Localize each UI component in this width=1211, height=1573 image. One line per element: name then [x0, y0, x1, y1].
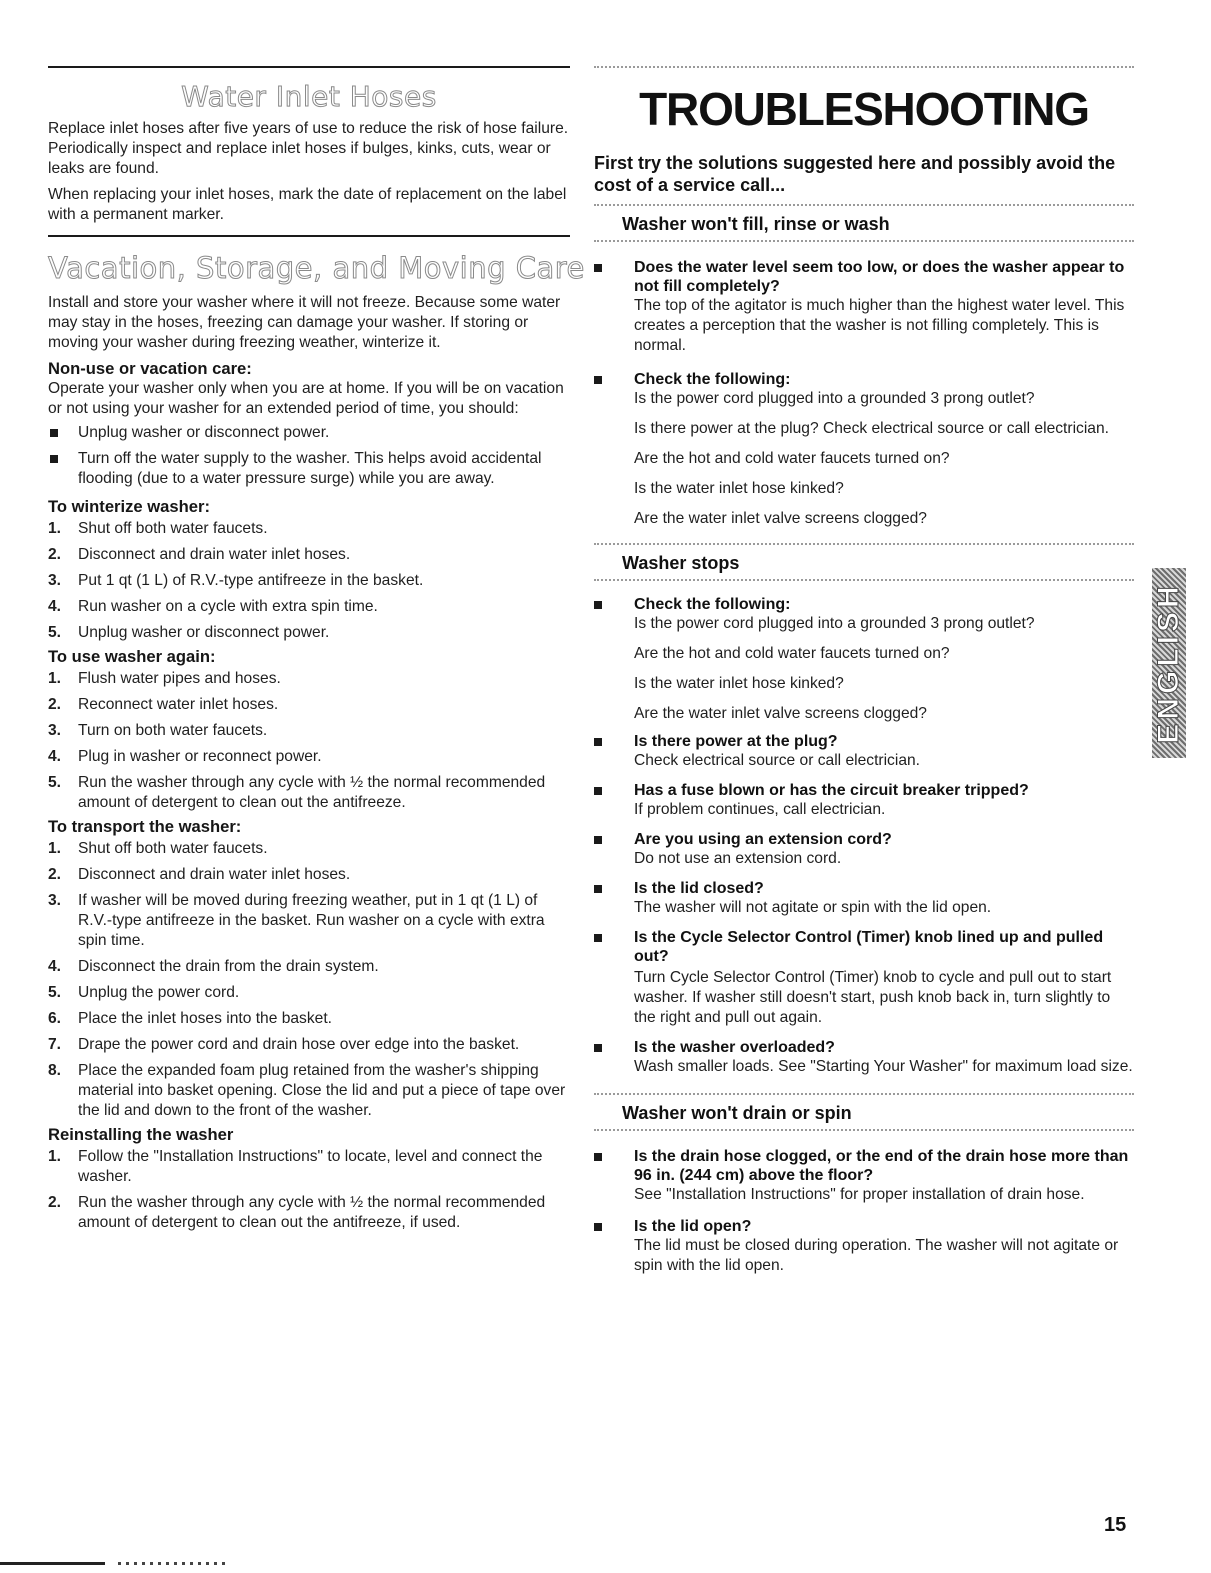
list-item: 8. Place the expanded foam plug retained from the washer's shipping material into basket opening. Close the lid and put a piece of tape over the lid and down to the front of the washer. — [48, 1061, 566, 1119]
list-item: 3. Turn on both water faucets. — [48, 721, 268, 739]
list-item: 5. Run the washer through any cycle with ½ the normal recommended amount of detergent to clean out the antifreeze. — [48, 773, 546, 811]
section-heading-wont-fill: Washer won't fill, rinse or wash — [622, 214, 890, 234]
list-item: 4. Disconnect the drain from the drain system. — [48, 957, 379, 975]
footer-dots — [118, 1562, 230, 1565]
page-title: TROUBLESHOOTING — [639, 83, 1089, 135]
reinstall-heading: Reinstalling the washer — [48, 1124, 234, 1144]
list-item: 1. Follow the "Installation Instructions" to locate, level and connect the washer. — [48, 1147, 543, 1185]
right-column — [594, 0, 1134, 1276]
bullet-icon — [594, 1153, 602, 1161]
list-item: 2. Run the washer through any cycle with ½ the normal recommended amount of detergent to clean out the antifreeze, if used. — [48, 1193, 546, 1231]
section-rule — [48, 66, 570, 68]
troubleshoot-item: Is the Cycle Selector Control (Timer) knob lined up and pulled out? Turn Cycle Selector Control (Timer) knob to cycle and pull out to start washer. If washer still doesn't start, push knob back in, turn slightly to the right and pull out again. — [594, 928, 1134, 1028]
use-again-steps — [48, 669, 570, 813]
nonuse-heading: Non-use or vacation care: — [48, 358, 252, 378]
list-item: 1. Shut off both water faucets. — [48, 839, 268, 857]
troubleshoot-item: Is the washer overloaded? Wash smaller loads. See "Starting Your Washer" for maximum load size. — [594, 1038, 1134, 1077]
use-again-heading: To use washer again: — [48, 646, 216, 666]
troubleshoot-item: Is the lid open? The lid must be closed during operation. The washer will not agitate or spin with the lid open. — [594, 1217, 1134, 1276]
troubleshoot-item: Does the water level seem too low, or does the washer appear to not fill completely? The top of the agitator is much higher than the highest water level. This creates a perception that the washer is not filling completely. This is normal. — [594, 258, 1134, 356]
dotted-rule — [594, 1129, 1134, 1131]
troubleshoot-item: Is the drain hose clogged, or the end of the drain hose more than 96 in. (244 cm) above the floor? See "Installation Instructions" for proper installation of drain hose. — [594, 1147, 1134, 1205]
bullet-icon — [50, 455, 58, 463]
transport-heading: To transport the washer: — [48, 816, 242, 836]
bullet-icon — [594, 1044, 602, 1052]
troubleshoot-item: Is there power at the plug? Check electrical source or call electrician. — [594, 732, 1134, 771]
troubleshoot-item: Has a fuse blown or has the circuit breaker tripped? If problem continues, call electrician. — [594, 781, 1134, 820]
dotted-rule — [594, 579, 1134, 581]
section-rule — [48, 235, 570, 237]
page-number: 15 — [1104, 1514, 1127, 1536]
list-item: 1. Shut off both water faucets. — [48, 519, 268, 537]
winterize-steps — [48, 519, 570, 643]
bullet-icon — [594, 787, 602, 795]
list-item: 5. Unplug the power cord. — [48, 983, 240, 1001]
winterize-heading: To winterize washer: — [48, 496, 210, 516]
troubleshoot-item: Are you using an extension cord? Do not use an extension cord. — [594, 830, 1134, 869]
list-item: 2. Disconnect and drain water inlet hoses. — [48, 865, 351, 883]
bullet-icon — [50, 429, 58, 437]
footer-bar — [0, 1562, 105, 1565]
troubleshoot-item: Check the following: Is the power cord plugged into a grounded 3 prong outlet? Are the hot and cold water faucets turned on? Is the water inlet hose kinked? Are the water inlet valve screens clogged? — [594, 595, 1134, 724]
list-item: 7. Drape the power cord and drain hose over edge into the basket. — [48, 1035, 520, 1053]
list-item: 6. Place the inlet hoses into the basket. — [48, 1009, 332, 1027]
language-side-label: ENGLISH — [1152, 582, 1185, 744]
list-item: 2. Reconnect water inlet hoses. — [48, 695, 279, 713]
nonuse-text: Operate your washer only when you are at home. If you will be on vacation or not using your washer for an extended period of time, you should: — [48, 379, 564, 417]
list-item: 1. Flush water pipes and hoses. — [48, 669, 281, 687]
section-heading-washer-stops: Washer stops — [622, 553, 740, 573]
bullet-icon — [594, 836, 602, 844]
bullet-icon — [594, 376, 602, 384]
dotted-rule — [594, 240, 1134, 242]
dotted-rule — [594, 204, 1134, 206]
bullet-icon — [594, 738, 602, 746]
list-item: 4. Plug in washer or reconnect power. — [48, 747, 322, 765]
list-item: Turn off the water supply to the washer. This helps avoid accidental flooding (due to a water pressure surge) while you are away. — [48, 449, 570, 489]
dotted-rule — [594, 66, 1134, 68]
water-inlet-para-2: When replacing your inlet hoses, mark the date of replacement on the label with a permanent marker. — [48, 185, 567, 223]
troubleshoot-item: Is the lid closed? The washer will not agitate or spin with the lid open. — [594, 879, 1134, 918]
vacation-intro: Install and store your washer where it will not freeze. Because some water may stay in the hoses, freezing can damage your washer. If storing or moving your washer during freezing weather, winterize it. — [48, 293, 561, 351]
bullet-icon — [594, 1223, 602, 1231]
bullet-icon — [594, 601, 602, 609]
vacation-storage-heading: Vacation, Storage, and Moving Care — [48, 250, 585, 285]
bullet-icon — [594, 885, 602, 893]
list-item: Unplug washer or disconnect power. — [48, 423, 570, 443]
bullet-icon — [594, 934, 602, 942]
troubleshoot-item: Check the following: Is the power cord plugged into a grounded 3 prong outlet? Is there power at the plug? Check electrical source or call electrician. Are the hot and cold water faucets turned on? Is the water inlet hose kinked? Are the water inlet valve screens clogged? — [594, 370, 1134, 529]
transport-steps — [48, 839, 570, 1121]
dotted-rule — [594, 1093, 1134, 1095]
section-heading-wont-drain: Washer won't drain or spin — [622, 1103, 852, 1123]
list-item: 3. Put 1 qt (1 L) of R.V.-type antifreeze in the basket. — [48, 571, 424, 589]
nonuse-bullets — [48, 423, 570, 489]
list-item: 5. Unplug washer or disconnect power. — [48, 623, 330, 641]
reinstall-steps — [48, 1147, 570, 1233]
bullet-icon — [594, 264, 602, 272]
water-inlet-hoses-heading: Water Inlet Hoses — [181, 80, 437, 113]
dotted-rule — [594, 543, 1134, 545]
list-item: 4. Run washer on a cycle with extra spin time. — [48, 597, 378, 615]
list-item: 2. Disconnect and drain water inlet hoses. — [48, 545, 351, 563]
water-inlet-para-1: Replace inlet hoses after five years of use to reduce the risk of hose failure. Periodically inspect and replace inlet hoses if bulges, kinks, cuts, wear or leaks are found. — [48, 119, 569, 177]
troubleshooting-intro: First try the solutions suggested here and possibly avoid the cost of a service call... — [594, 153, 1116, 195]
left-column — [48, 0, 585, 1233]
list-item: 3. If washer will be moved during freezing weather, put in 1 qt (1 L) of R.V.-type antifreeze in the basket. Run washer on a cycle with extra spin time. — [48, 891, 545, 949]
